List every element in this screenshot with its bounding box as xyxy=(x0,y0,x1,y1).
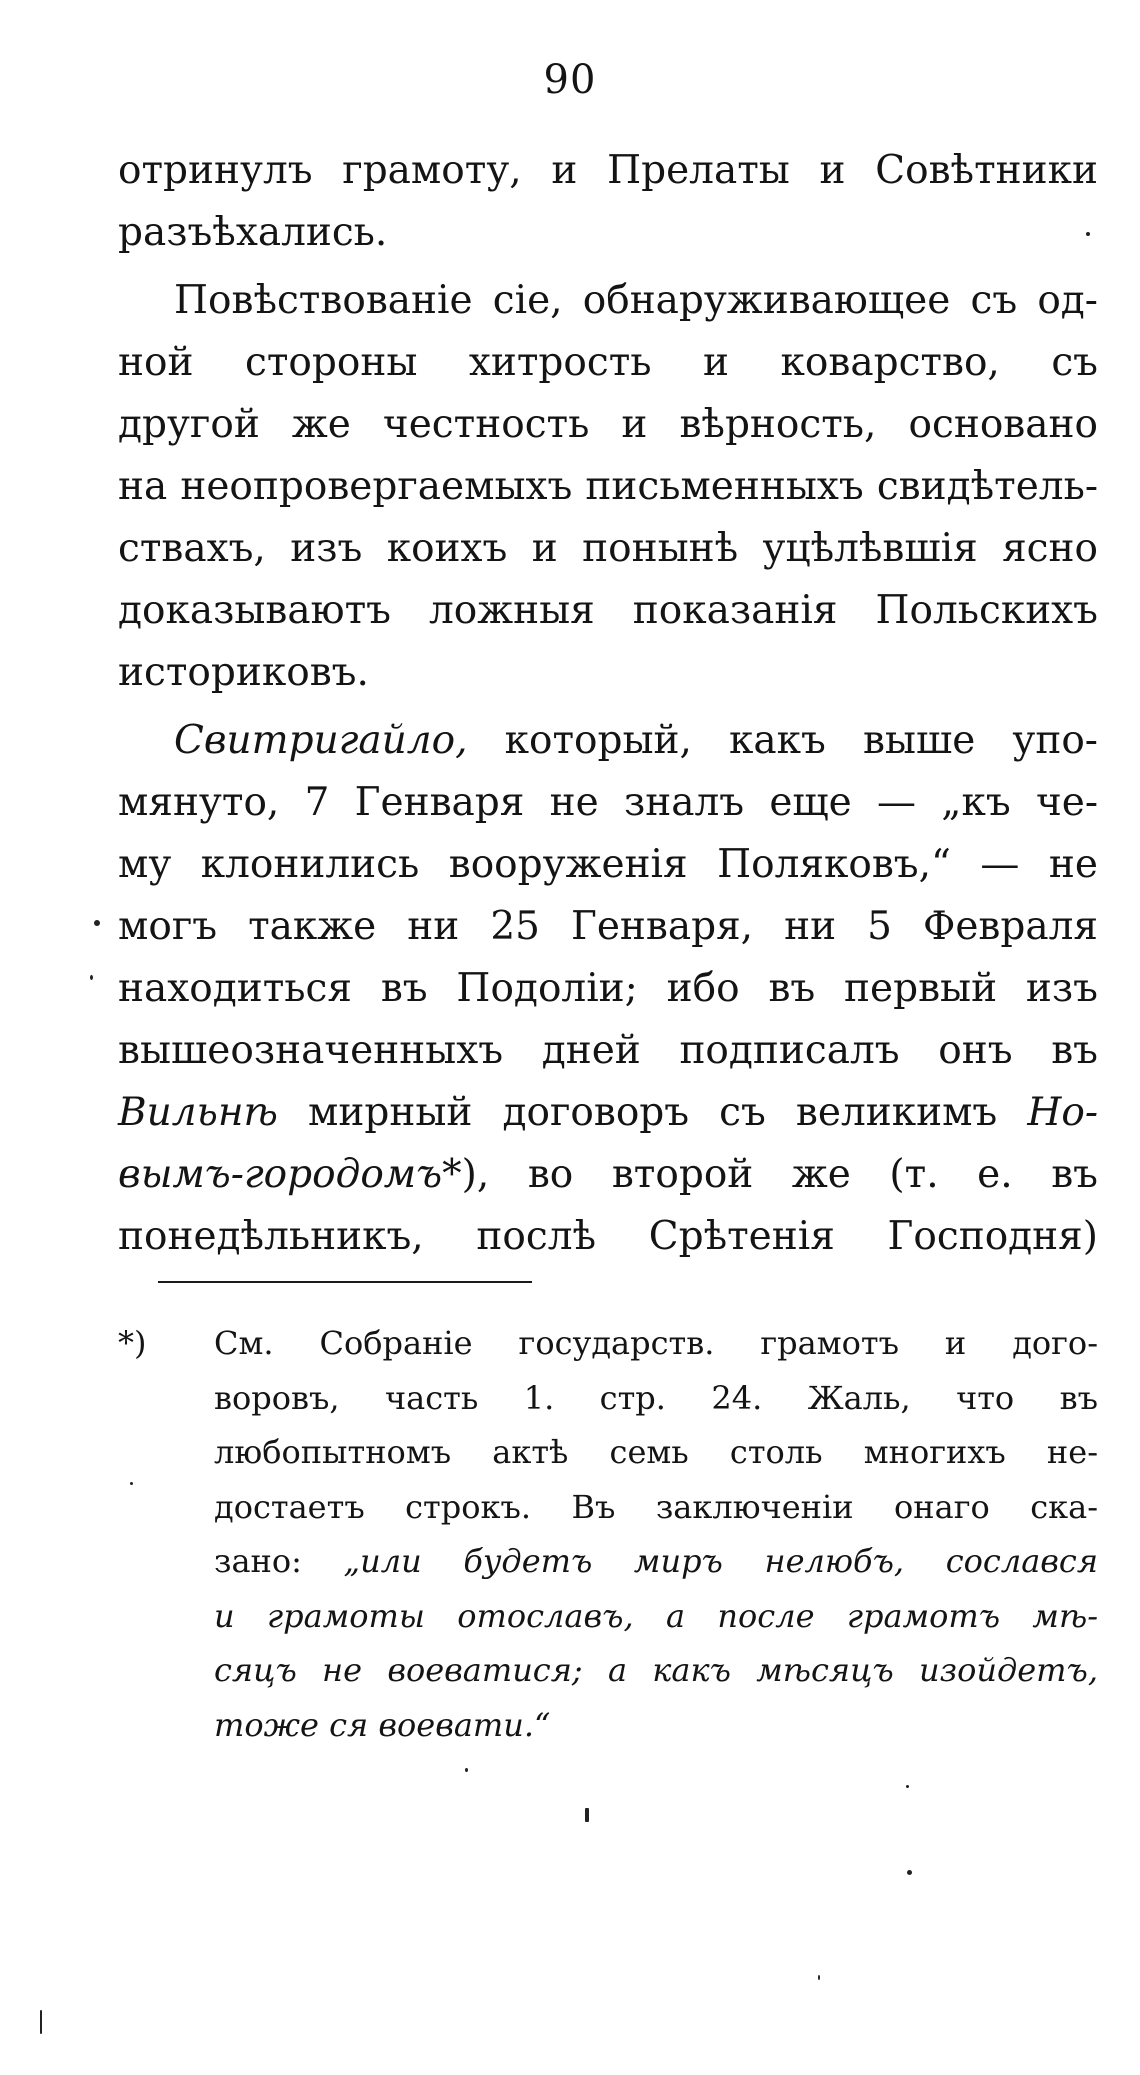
text-fragment: мирный договоръ съ великимъ xyxy=(277,1090,1028,1135)
text-line: вышеозначенныхъ дней подписалъ онъ въ xyxy=(118,1028,1098,1073)
scan-speck xyxy=(1086,232,1090,236)
text-line xyxy=(118,710,1098,772)
scan-speck xyxy=(90,975,93,980)
text-fragment: зано: xyxy=(214,1542,344,1580)
scan-speck xyxy=(818,1975,820,1980)
text-line: мянуто, 7 Генваря не зналъ еще — „къ че- xyxy=(118,780,1098,825)
text-line: разъѣхались. xyxy=(118,210,388,255)
text-line: ной стороны хитрость и коварство, съ xyxy=(118,340,1098,385)
text-line: понедѣльникъ, послѣ Срѣтенія Господня) xyxy=(118,1214,1098,1259)
footnote-line: воровъ, часть 1. стр. 24. Жаль, что въ xyxy=(214,1378,1098,1417)
text-line: отринулъ грамоту, и Прелаты и Совѣтники xyxy=(118,148,1098,193)
footnote-line: См. Собраніе государств. грамотъ и дого- xyxy=(214,1324,1098,1362)
quoted-text: „или будетъ миръ нелюбъ, сослався xyxy=(343,1542,1099,1580)
scan-speck xyxy=(907,1870,912,1875)
scan-speck xyxy=(585,1808,589,1822)
text-line: Повѣствованіе сіе, обнаруживающее съ од- xyxy=(174,278,1098,323)
scan-speck xyxy=(94,920,100,926)
footnote xyxy=(214,1316,1098,1752)
footnote-marker: *) xyxy=(118,1324,147,1362)
text-line xyxy=(118,1144,1098,1206)
text-line: доказываютъ ложныя показанія Польскихъ xyxy=(118,588,1098,633)
text-line: другой же честность и вѣрность, основано xyxy=(118,402,1098,447)
text-fragment: *), во второй же (т. е. въ xyxy=(442,1152,1098,1197)
text-line xyxy=(118,1082,1098,1144)
italic-name: Свитригайло, xyxy=(174,718,468,763)
scan-speck xyxy=(130,1482,133,1485)
footnote-line: тоже ся воевати.“ xyxy=(214,1705,551,1744)
footnote-line: любопытномъ актѣ семь столь многихъ не- xyxy=(214,1433,1098,1471)
footnote-line: и грамоты отославъ, а после грамотъ мѣ- xyxy=(214,1596,1098,1635)
main-text xyxy=(118,140,1098,1268)
italic-place: Но- xyxy=(1027,1090,1098,1135)
text-line: находиться въ Подоліи; ибо въ первый изъ xyxy=(118,966,1098,1011)
scan-speck xyxy=(906,1785,909,1788)
footnote-line: сяцъ не воеватися; а какъ мѣсяцъ изойдетъ, xyxy=(214,1651,1098,1689)
footnote-line: достаетъ строкъ. Въ заключеніи онаго ска- xyxy=(214,1487,1098,1526)
text-fragment: который, какъ выше упо- xyxy=(467,718,1098,763)
scan-speck xyxy=(40,2010,42,2034)
text-line: ствахъ, изъ коихъ и понынѣ уцѣлѣвшія ясно xyxy=(118,526,1098,571)
footnote-line xyxy=(214,1534,1098,1589)
text-line: му клонились вооруженія Поляковъ,“ — не xyxy=(118,842,1098,887)
italic-place: вымъ-городомъ xyxy=(118,1152,443,1197)
text-line: историковъ. xyxy=(118,650,369,695)
italic-place: Вильнѣ xyxy=(118,1090,278,1135)
footnote-rule xyxy=(158,1281,532,1283)
page-number: 90 xyxy=(543,57,597,103)
text-line: на неопровергаемыхъ письменныхъ свидѣтель- xyxy=(118,464,1098,509)
scan-speck xyxy=(465,1768,468,1772)
text-line: могъ также ни 25 Генваря, ни 5 Февраля xyxy=(118,904,1098,949)
